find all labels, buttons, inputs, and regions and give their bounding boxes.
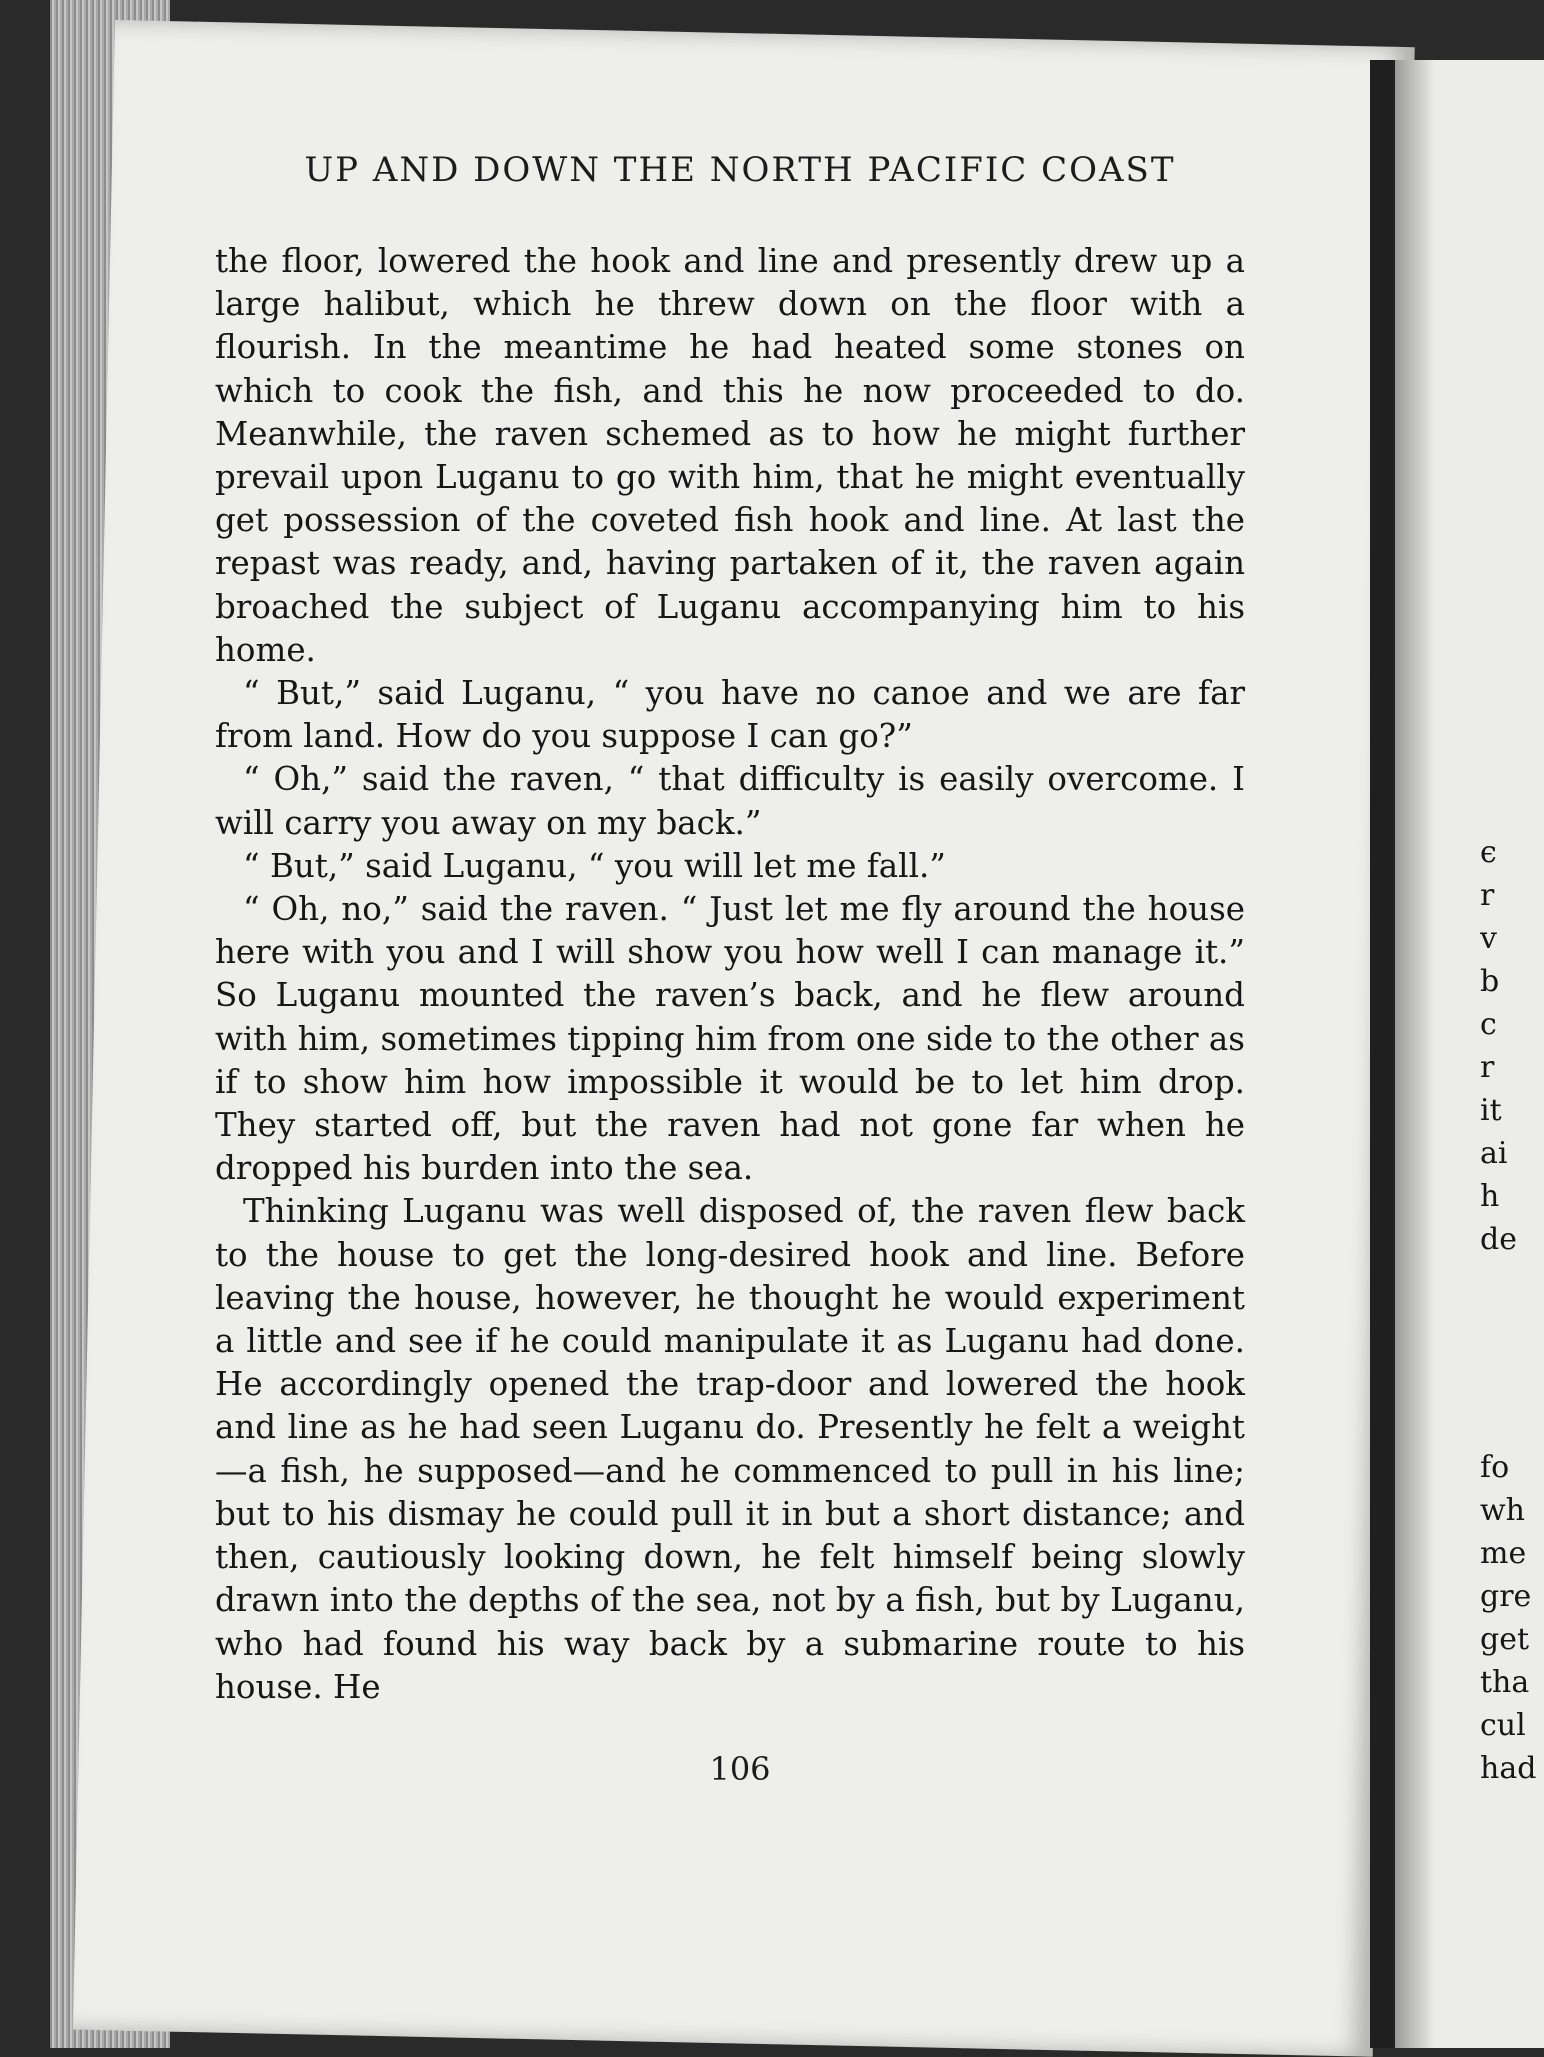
right-page-fragment: wh — [1480, 1493, 1525, 1528]
paragraph: the floor, lowered the hook and line and presently drew up a large halibut, which he threw down on the floor with a flourish. In the meantime he had heated some stones on which to cook the fish, and this he now proceeded to do. Meanwhile, the raven schemed as to how he might further prevail upon Luganu to go with him, that he might eventually get possession of the coveted fish hook and line. At last the repast was ready, and, having partaken of it, the raven again broached the subject of Luganu accompanying him to his home. — [215, 242, 1245, 669]
book-gutter — [1370, 60, 1398, 2048]
paragraph: “ But,” said Luganu, “ you have no canoe and we are far from land. How do you suppose I can go?” — [215, 674, 1245, 756]
right-page-fragment: tha — [1480, 1665, 1530, 1700]
paragraph: “ But,” said Luganu, “ you will let me fall.” — [243, 846, 946, 885]
right-page-fragment: fo — [1480, 1450, 1510, 1485]
right-page-shadow — [1395, 60, 1435, 2048]
right-page-fragment: cul — [1480, 1708, 1526, 1743]
paragraph: Thinking Luganu was well disposed of, the raven flew back to the house to get the long-desired hook and line. Before leaving the house, however, he thought he would experiment a little and see if he could manipulate it as Luganu had done. He accordingly opened the trap-door and lowered the hook and line as he had seen Luganu do. Presently he felt a weight—a fish, he supposed—and he commenced to pull in his line; but to his dismay he could pull it in but a short distance; and then, cautiously looking down, he felt himself being slowly drawn into the depths of the sea, not by a fish, but by Luganu, who had found his way back by a submarine route to his house. He — [215, 1192, 1245, 1706]
running-header: UP AND DOWN THE NORTH PACIFIC COAST — [304, 150, 1176, 190]
right-page-fragment: had — [1480, 1751, 1537, 1786]
right-page-fragment: it — [1480, 1093, 1502, 1128]
right-page-fragment: de — [1480, 1222, 1517, 1257]
right-page-fragment: gre — [1480, 1579, 1532, 1614]
right-page-fragment: b — [1480, 964, 1500, 999]
page-number: 106 — [709, 1750, 771, 1788]
right-page-fragment: me — [1480, 1536, 1527, 1571]
right-page-fragment: get — [1480, 1622, 1530, 1657]
paragraph: “ Oh,” said the raven, “ that difficulty is easily overcome. I will carry you away on my back.” — [215, 760, 1245, 842]
right-page-fragment: ϵ — [1480, 835, 1497, 870]
right-page-fragment: ai — [1480, 1136, 1508, 1171]
right-page-fragment: r — [1480, 1050, 1495, 1085]
right-page-fragment: c — [1480, 1007, 1497, 1042]
body-text — [215, 240, 1245, 1709]
right-page-fragment: v — [1480, 921, 1497, 956]
right-page-fragment: r — [1480, 878, 1495, 913]
right-page-fragment: h — [1480, 1179, 1500, 1214]
paragraph: “ Oh, no,” said the raven. “ Just let me fly around the house here with you and I will show you how well I can manage it.” So Luganu mounted the raven’s back, and he flew around with him, sometimes tipping him from one side to the other as if to show him how impossible it would be to let him drop. They started off, but the raven had not gone far when he dropped his burden into the sea. — [215, 890, 1245, 1188]
